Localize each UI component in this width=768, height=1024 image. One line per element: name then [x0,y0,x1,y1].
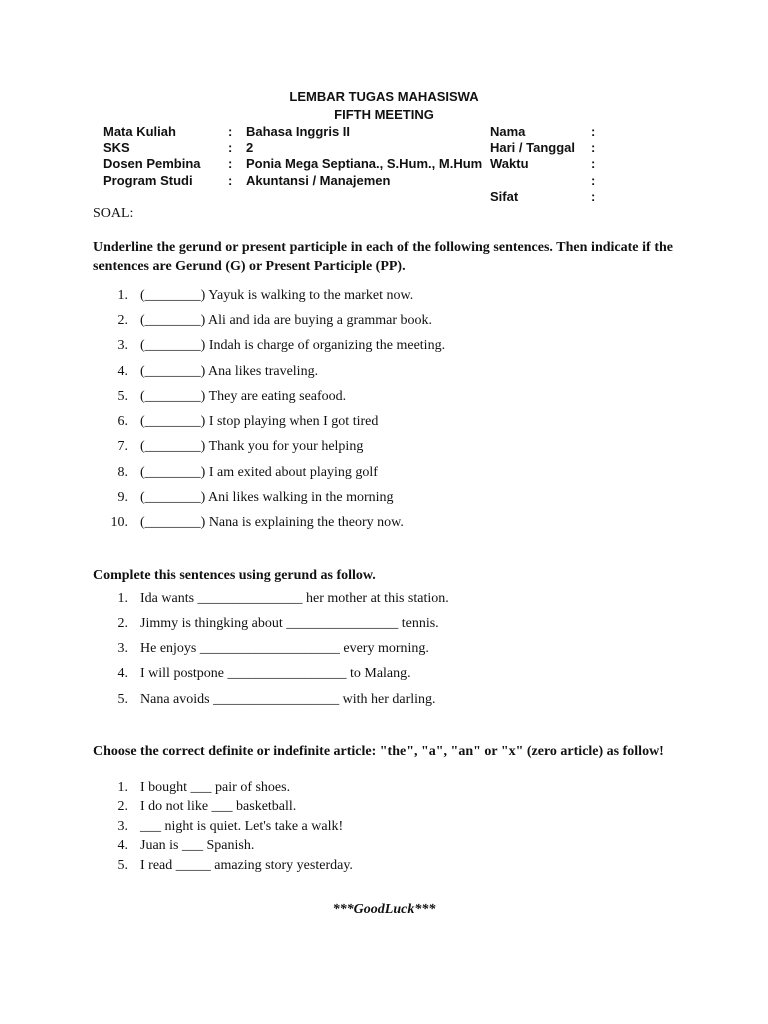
section3-instruction: Choose the correct definite or indefinite article: "the", "a", "an" or "x" (zero article) as follow! [93,744,664,759]
item-text: (________) Thank you for your helping [140,439,364,454]
item-text: (________) Indah is charge of organizing the meeting. [140,338,446,353]
item-number: 7. [117,439,128,454]
soal-label: SOAL: [93,206,134,221]
item-text: Juan is ___ Spanish. [140,838,255,853]
item-number: 4. [117,666,128,681]
info-colon: : [591,156,596,171]
info-label-dosen-pembina: Dosen Pembina [103,156,201,171]
document-title: LEMBAR TUGAS MAHASISWA [289,89,479,104]
info-colon: : [591,173,596,188]
item-text: Jimmy is thingking about ________________ tennis. [140,616,439,631]
item-number: 10. [110,515,128,530]
item-text: I do not like ___ basketball. [140,799,297,814]
section2-instruction: Complete this sentences using gerund as follow. [93,568,376,583]
item-text: (________) Ali and ida are buying a grammar book. [140,313,432,328]
info-value-dosen-pembina: Ponia Mega Septiana., S.Hum., M.Hum [246,156,483,171]
item-number: 3. [117,641,128,656]
info-value-program-studi: Akuntansi / Manajemen [246,173,391,188]
item-text: (________) I am exited about playing golf [140,465,378,480]
item-number: 1. [117,288,128,303]
item-text: Nana avoids __________________ with her darling. [140,692,436,707]
info-value-sks: 2 [246,140,254,155]
item-text: ___ night is quiet. Let's take a walk! [140,819,344,834]
item-number: 1. [117,780,128,795]
item-number: 6. [117,414,128,429]
item-text: (________) Yayuk is walking to the market now. [140,288,414,303]
info-label-sifat: Sifat [490,189,519,204]
item-text: (________) I stop playing when I got tired [140,414,379,429]
item-text: I will postpone _________________ to Malang. [140,666,411,681]
item-text: (________) They are eating seafood. [140,389,347,404]
footer-goodluck: ***GoodLuck*** [332,902,436,917]
info-colon: : [591,189,596,204]
item-text: (________) Ani likes walking in the morning [140,490,394,505]
item-text: (________) Nana is explaining the theory now. [140,515,404,530]
info-colon: : [228,173,233,188]
info-colon: : [228,140,233,155]
item-number: 2. [117,799,128,814]
item-number: 8. [117,465,128,480]
info-label-mata-kuliah: Mata Kuliah [103,124,176,139]
info-colon: : [591,124,596,139]
item-number: 3. [117,338,128,353]
item-number: 1. [117,591,128,606]
info-label-program-studi: Program Studi [103,173,193,188]
item-text: He enjoys ____________________ every morning. [140,641,429,656]
item-text: I bought ___ pair of shoes. [140,780,291,795]
info-label-nama: Nama [490,124,526,139]
info-value-mata-kuliah: Bahasa Inggris II [246,124,351,139]
info-label-waktu: Waktu [490,156,529,171]
item-number: 9. [117,490,128,505]
item-number: 5. [117,858,128,873]
item-text: Ida wants _______________ her mother at this station. [140,591,449,606]
item-text: (________) Ana likes traveling. [140,364,319,379]
info-label-hari-tanggal: Hari / Tanggal [490,140,575,155]
section1-instruction: Underline the gerund or present participle in each of the following sentences. Then indicate if the sentences are Gerund (G) or Present Participle (PP). [93,240,673,274]
item-number: 3. [117,819,128,834]
document-subtitle: FIFTH MEETING [334,107,434,122]
info-colon: : [228,124,233,139]
item-number: 5. [117,389,128,404]
item-number: 2. [117,313,128,328]
item-number: 5. [117,692,128,707]
item-text: I read _____ amazing story yesterday. [140,858,353,873]
item-number: 4. [117,364,128,379]
info-colon: : [591,140,596,155]
info-label-sks: SKS [103,140,130,155]
info-colon: : [228,156,233,171]
item-number: 4. [117,838,128,853]
item-number: 2. [117,616,128,631]
